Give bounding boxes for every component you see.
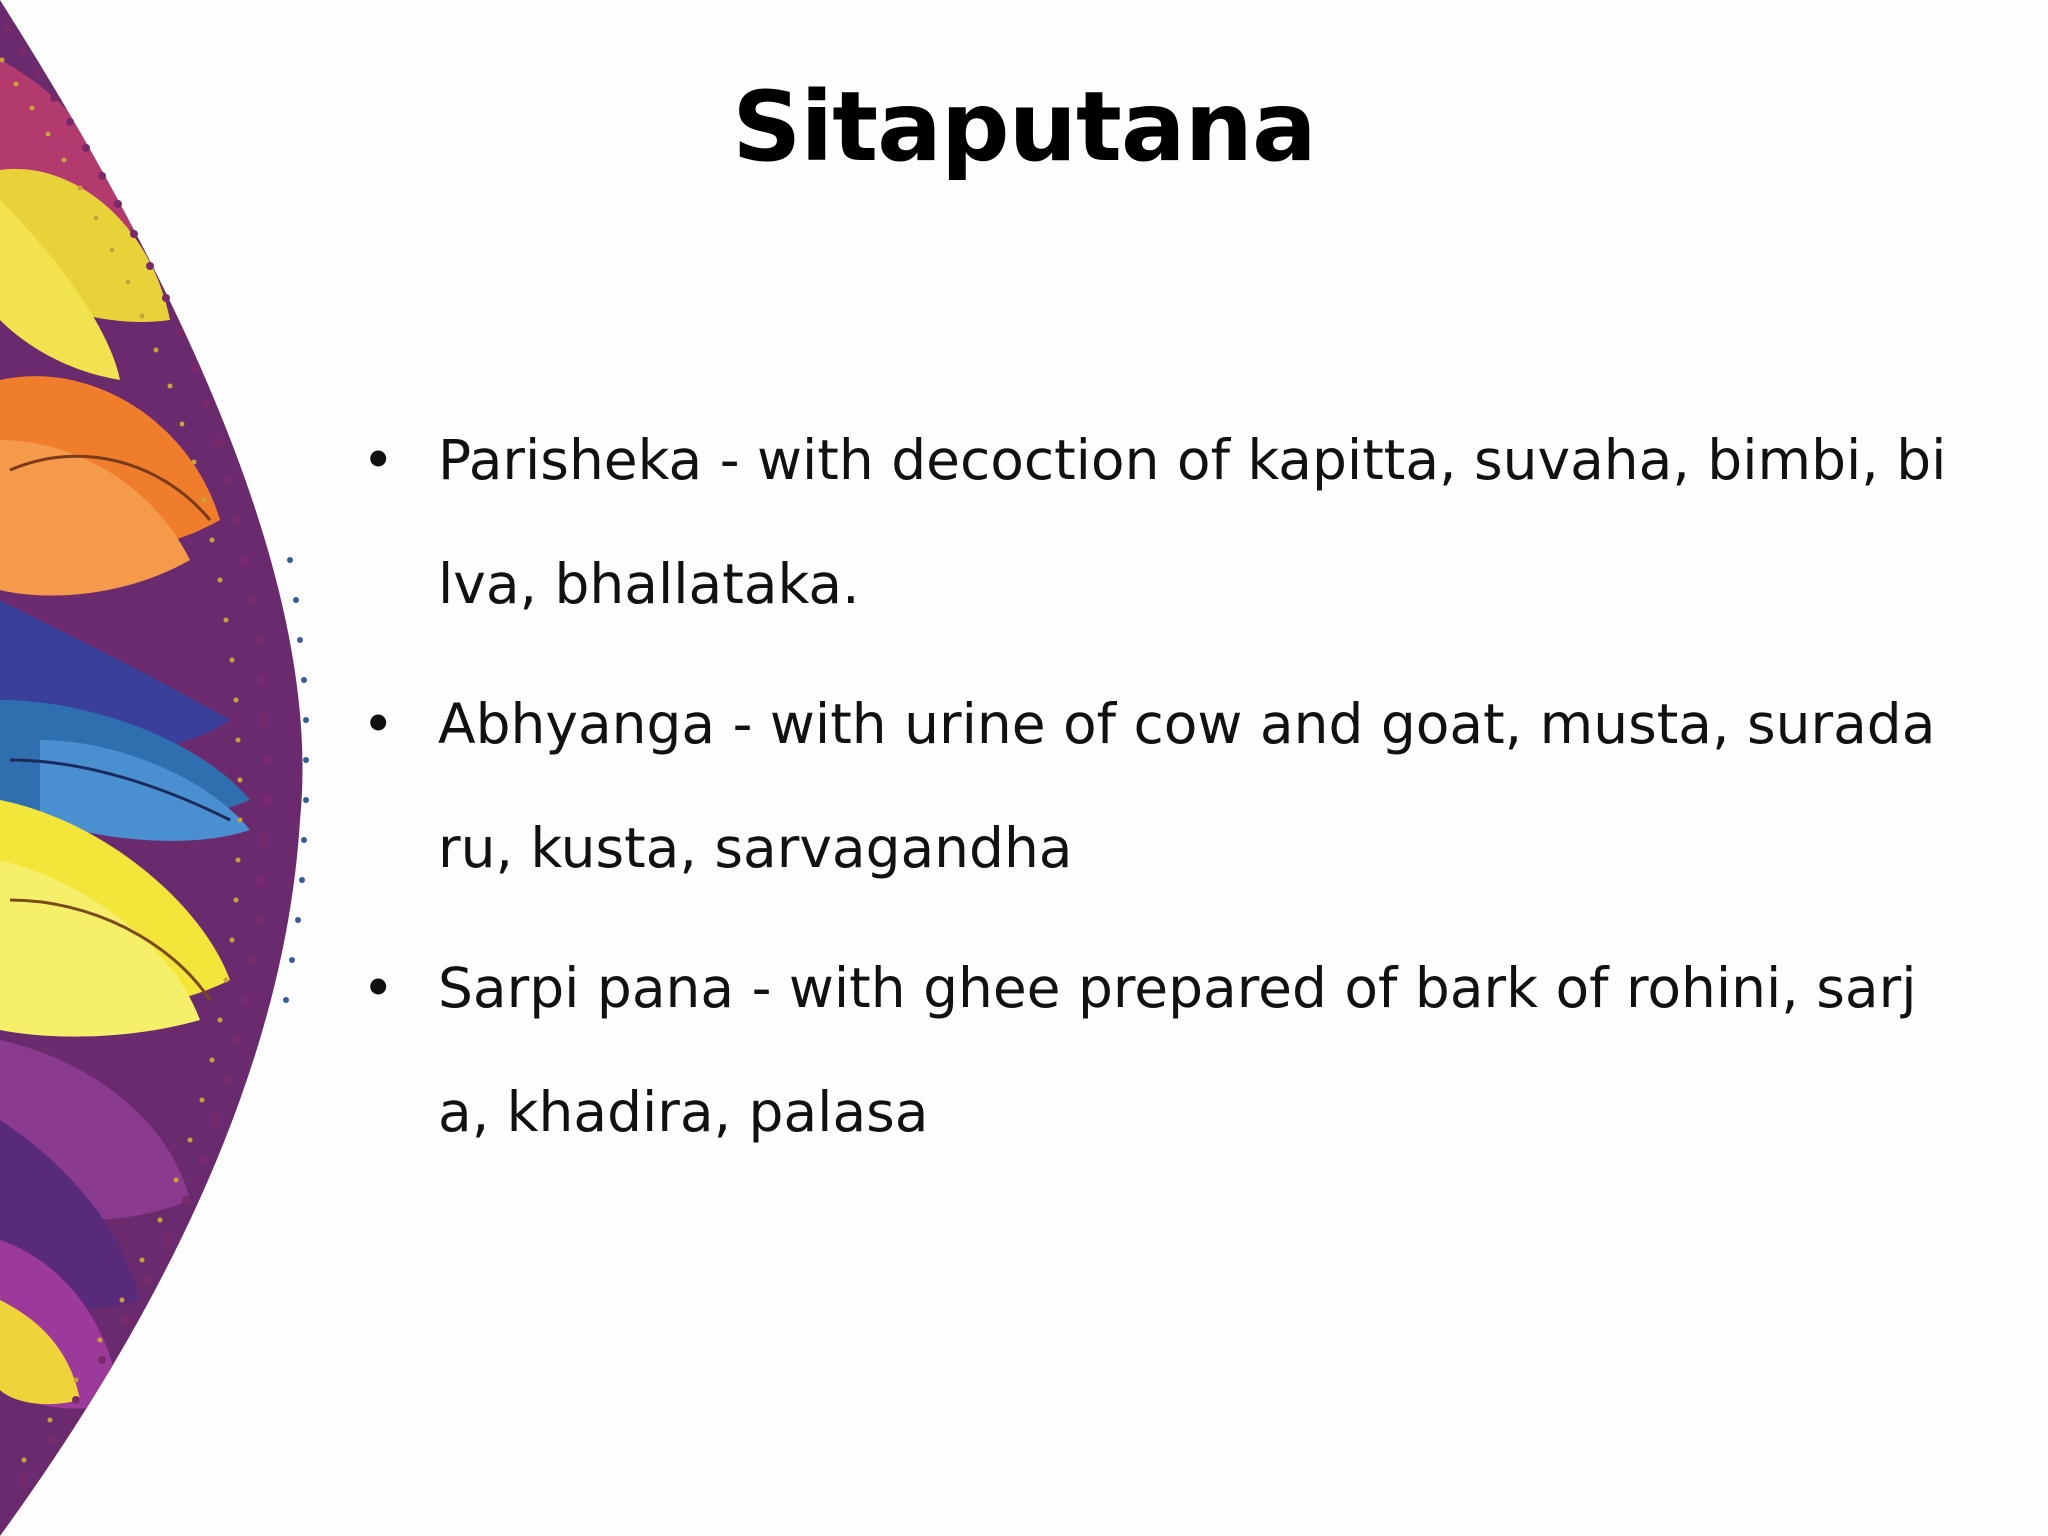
bullet-icon: • — [362, 428, 395, 492]
feather-collage-icon — [0, 0, 340, 1536]
page-title: Sitaputana — [732, 71, 1316, 183]
list-item — [352, 662, 1958, 910]
list-item — [352, 398, 1958, 646]
list-item — [352, 926, 1958, 1174]
bullet-icon: • — [362, 692, 395, 756]
list-item-text: Sarpi pana - with ghee prepared of bark of rohini, sarja, khadira, palasa — [438, 956, 1917, 1144]
list-item-text: Parisheka - with decoction of kapitta, suvaha, bimbi, bilva, bhallataka. — [438, 428, 1947, 616]
list-item-text: Abhyanga - with urine of cow and goat, musta, suradaru, kusta, sarvagandha — [438, 692, 1936, 880]
bullet-list — [352, 398, 1952, 1190]
bullet-icon: • — [362, 956, 395, 1020]
